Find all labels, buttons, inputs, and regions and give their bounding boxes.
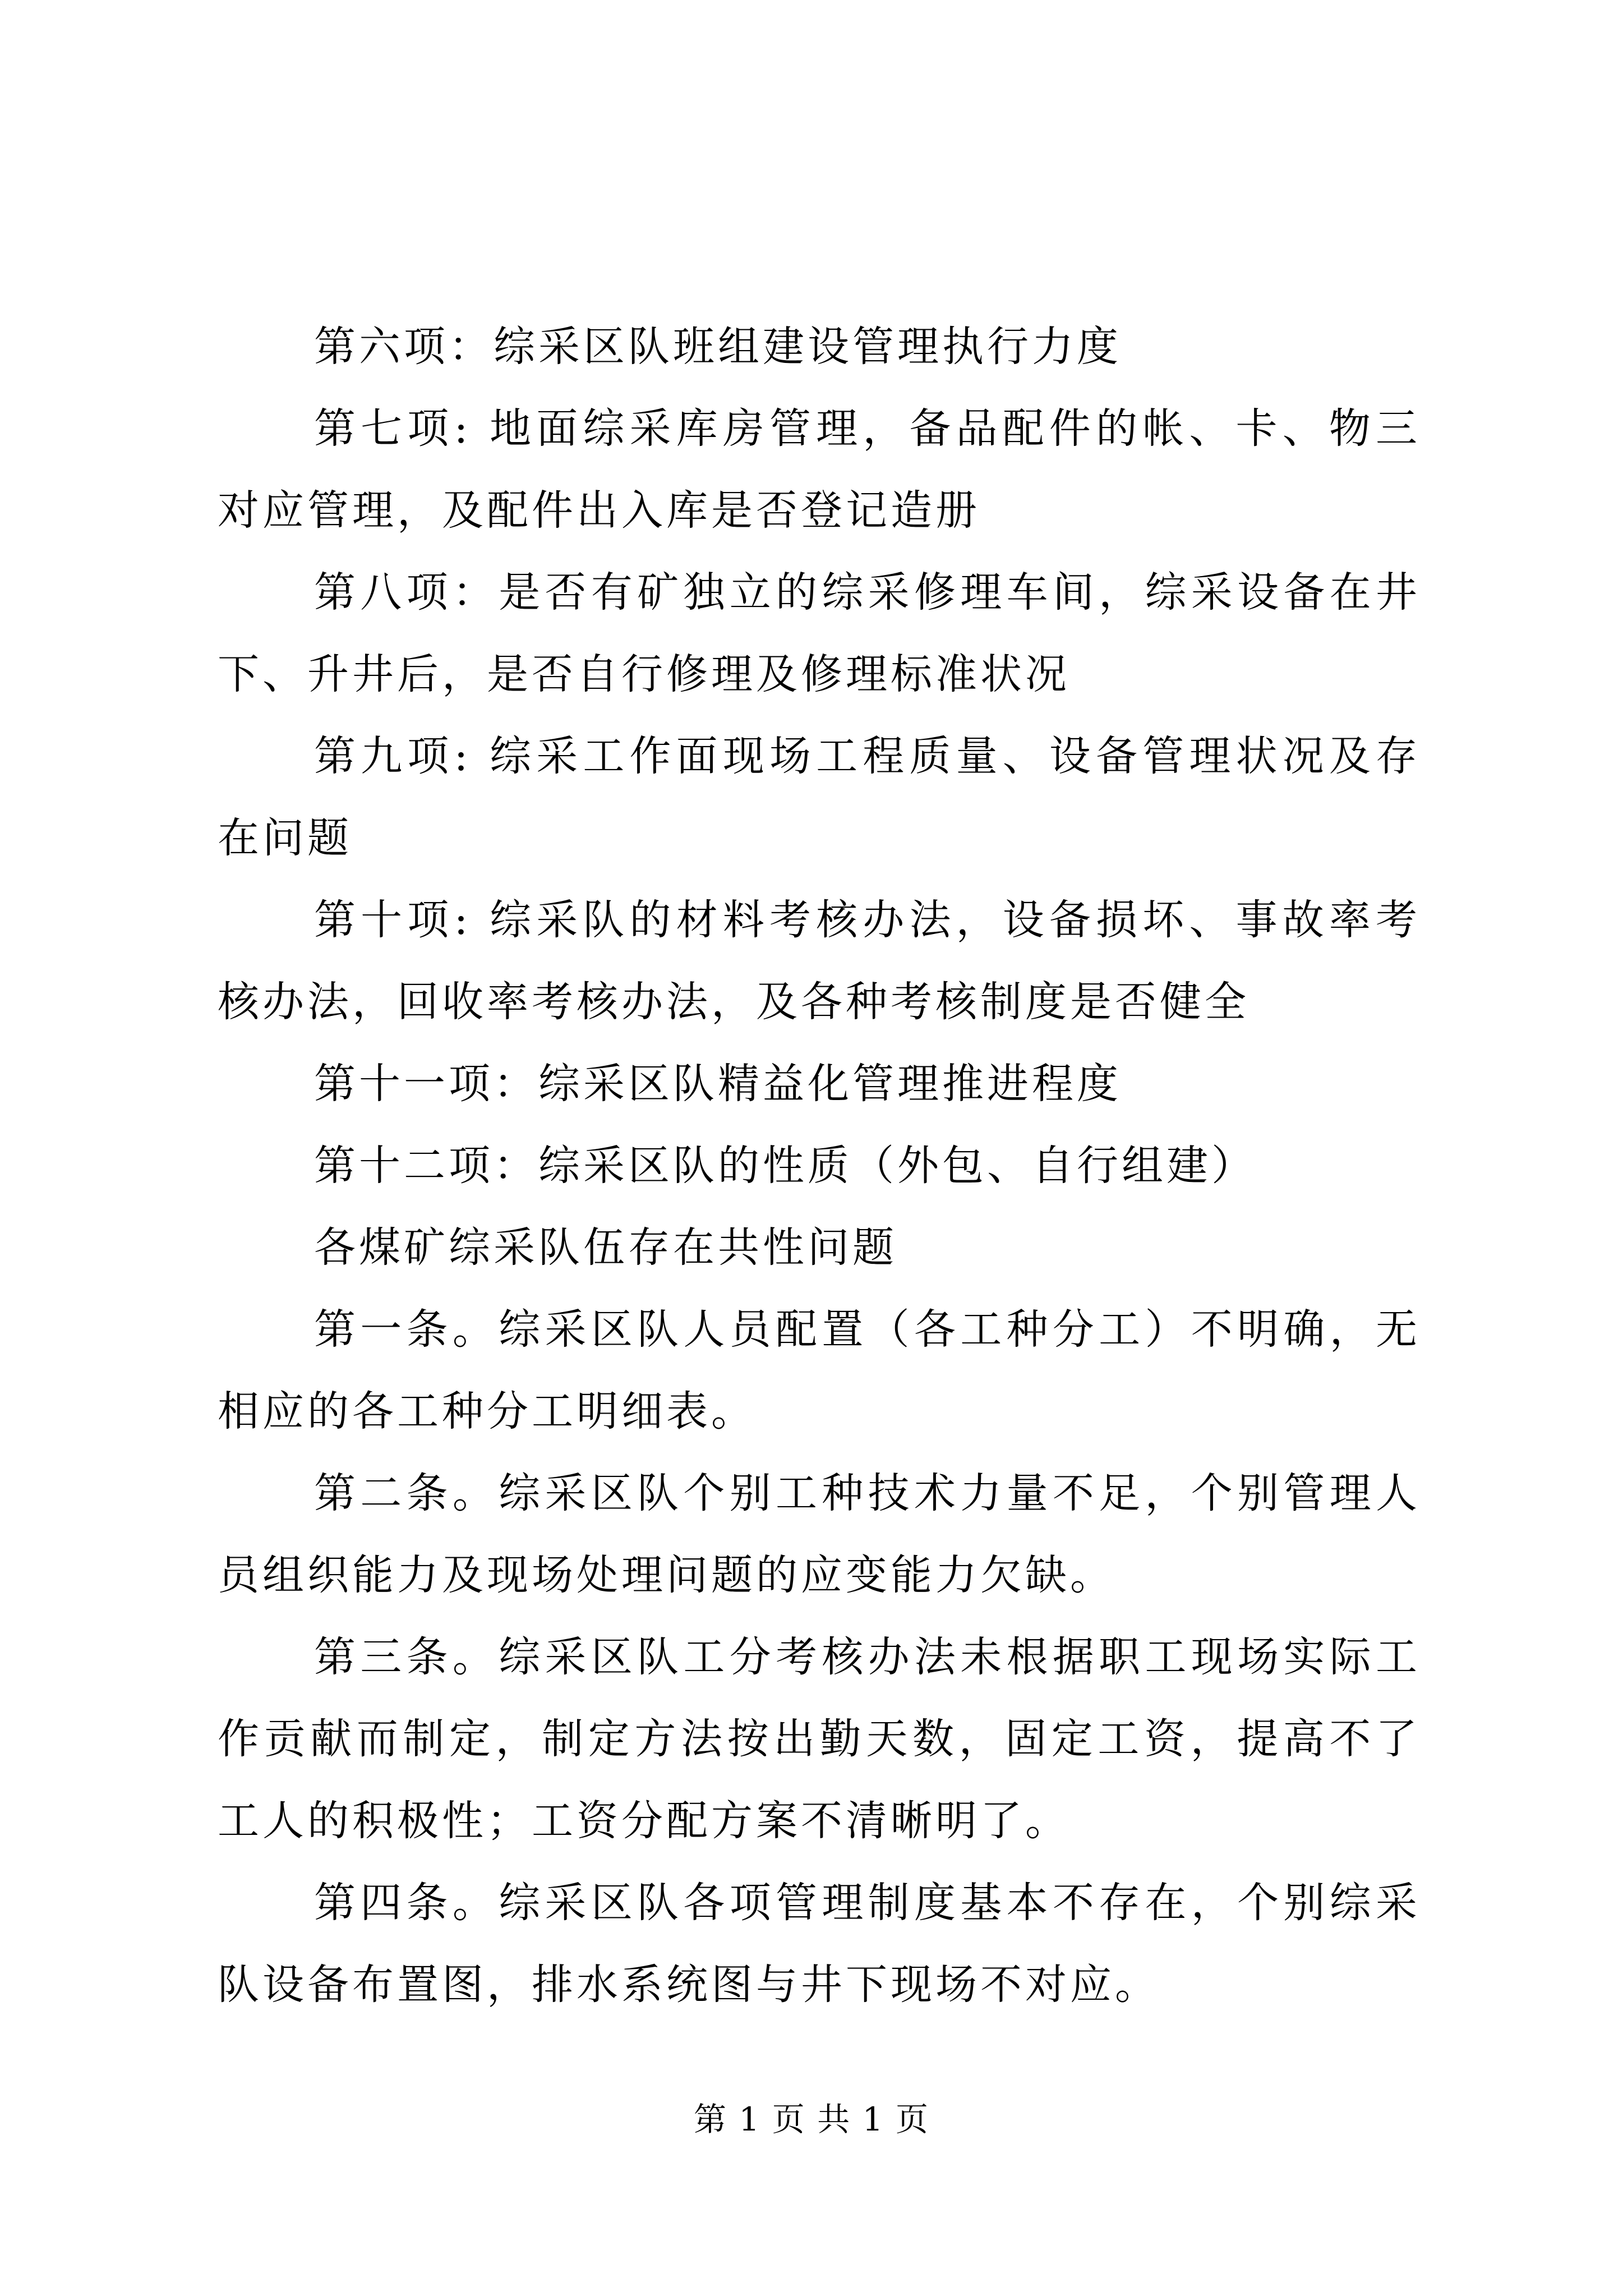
item-six-paragraph: 第六项：综采区队班组建设管理执行力度 <box>314 323 1122 371</box>
common-problems-heading: 各煤矿综采队伍存在共性问题 <box>314 1223 897 1272</box>
item-twelve-paragraph: 第十二项：综采区队的性质（外包、自行组建） <box>314 1142 1256 1190</box>
article-one-paragraph: 第一条。综采区队人员配置（各工种分工）不明确，无相应的各工种分工明细表。 <box>218 1305 1421 1435</box>
article-three-paragraph: 第三条。综采区队工分考核办法未根据职工现场实际工作贡献而制定，制定方法按出勤天数，固定工资，提高不了工人的积极性；工资分配方案不清晰明了。 <box>218 1633 1421 1845</box>
page-number-footer: 第 1 页 共 1 页 <box>694 2100 929 2138</box>
article-four-paragraph: 第四条。综采区队各项管理制度基本不存在，个别综采队设备布置图，排水系统图与井下现场不对应。 <box>218 1879 1421 2009</box>
item-ten-paragraph: 第十项: 综采队的材料考核办法，设备损坏、事故率考核办法，回收率考核办法，及各种考核制度是否健全 <box>218 896 1421 1026</box>
item-nine-paragraph: 第九项: 综采工作面现场工程质量、设备管理状况及存在问题 <box>218 732 1421 862</box>
document-body <box>218 306 1421 2026</box>
article-two-paragraph: 第二条。综采区队个别工种技术力量不足，个别管理人员组织能力及现场处理问题的应变能力欠缺。 <box>218 1469 1421 1599</box>
item-seven-paragraph: 第七项: 地面综采库房管理，备品配件的帐、卡、物三对应管理，及配件出入库是否登记造册 <box>218 404 1421 535</box>
item-eleven-paragraph: 第十一项：综采区队精益化管理推进程度 <box>314 1060 1122 1108</box>
item-eight-paragraph: 第八项：是否有矿独立的综采修理车间，综采设备在井下、升井后，是否自行修理及修理标准状况 <box>218 568 1421 698</box>
